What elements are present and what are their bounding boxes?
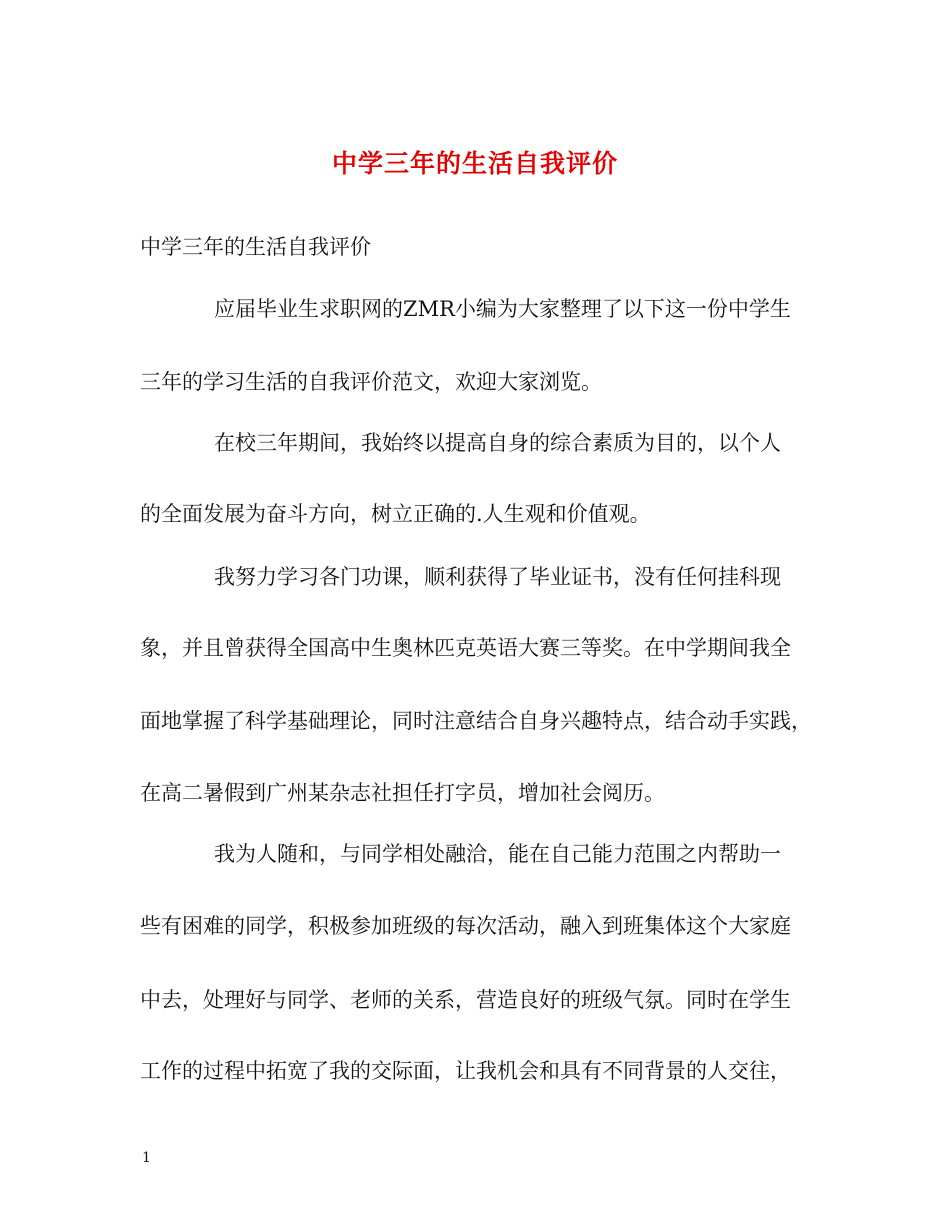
subtitle-line: 中学三年的生活自我评价 (140, 235, 371, 259)
paragraph-line: 我努力学习各门功课，顺利获得了毕业证书，没有任何挂科现 (214, 565, 781, 589)
paragraph-line: 面地掌握了科学基础理论，同时注意结合自身兴趣特点，结合动手实践， (140, 709, 812, 733)
page-title: 中学三年的生活自我评价 (331, 149, 618, 178)
page-number: 1 (142, 1150, 151, 1166)
paragraph-line: 些有困难的同学，积极参加班级的每次活动，融入到班集体这个大家庭 (140, 914, 791, 938)
paragraph-line: 中去，处理好与同学、老师的关系，营造良好的班级气氛。同时在学生 (140, 988, 791, 1012)
paragraph-line: 工作的过程中拓宽了我的交际面，让我机会和具有不同背景的人交往， (140, 1059, 791, 1083)
paragraph-line: 我为人随和，与同学相处融洽，能在自己能力范围之内帮助一 (214, 842, 781, 866)
paragraph-line: 三年的学习生活的自我评价范文，欢迎大家浏览。 (140, 370, 602, 394)
paragraph-line: 在校三年期间，我始终以提高自身的综合素质为目的，以个人 (214, 431, 781, 455)
paragraph-line: 象，并且曾获得全国高中生奥林匹克英语大赛三等奖。在中学期间我全 (140, 636, 791, 660)
paragraph-line: 在高二暑假到广州某杂志社担任打字员，增加社会阅历。 (140, 781, 665, 805)
paragraph-line: 应届毕业生求职网的ZMR小编为大家整理了以下这一份中学生 (214, 297, 791, 321)
paragraph-line: 的全面发展为奋斗方向，树立正确的.人生观和价值观。 (140, 502, 651, 526)
